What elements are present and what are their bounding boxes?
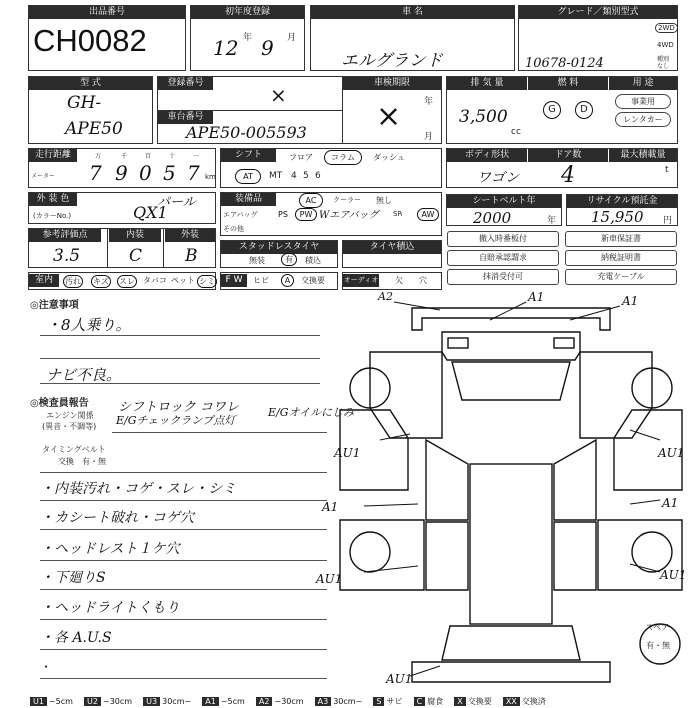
report-rule-7 — [40, 678, 327, 679]
inspector-title: ◎検査員報告 — [30, 398, 89, 409]
mileage-unit-1: 万 — [95, 153, 102, 160]
interior-val-2: キズ — [93, 277, 109, 286]
mileage-digit-1: 7 — [89, 161, 102, 185]
inspection-year-unit: 年 — [424, 97, 434, 107]
equip-aw: AW — [417, 208, 439, 221]
reg-number-value: × — [270, 83, 287, 107]
drive-2wd: 2WD — [655, 23, 678, 33]
headlamp-right — [554, 338, 574, 348]
exterior-grade-value: B — [185, 246, 198, 266]
rear-body — [442, 626, 580, 660]
first-reg-year-unit: 年 — [243, 33, 253, 43]
mark-line-a1-left-mid — [364, 504, 418, 506]
equip-ps: PS — [273, 208, 293, 221]
doc-3: 自賠承認謂求 — [447, 250, 559, 266]
equip-pw: PW — [295, 208, 317, 221]
equip-airbag: エアバッグ — [223, 211, 258, 219]
notes-title: ◎注意事項 — [30, 300, 79, 311]
trans-4: 4 — [291, 171, 297, 181]
model-box — [28, 76, 153, 144]
report-line-1: ・内装汚れ・コゲ・スレ・シミ — [40, 481, 236, 497]
shift-header: シフト — [221, 149, 276, 162]
interior-grade-value: C — [129, 246, 143, 266]
trans-mt: MT — [269, 171, 283, 181]
mileage-km: km — [205, 173, 216, 181]
first-reg-month-unit: 月 — [287, 33, 297, 43]
grade-header: グレード／類別型式 — [519, 6, 677, 19]
model-prefix: GH- — [67, 93, 102, 113]
equip-ac: AC — [299, 193, 323, 208]
registration-box — [157, 76, 442, 144]
hood — [442, 332, 580, 360]
interior-val-4: タバコ — [143, 276, 167, 285]
report-line-3: ・ヘッドレスト１ケ穴 — [40, 541, 180, 557]
score-div-1 — [107, 229, 108, 267]
report-rule-4 — [40, 589, 327, 590]
mark-line-au1-left-rear — [364, 566, 418, 572]
mileage-meter: メーター — [31, 173, 56, 180]
fw-opt-1: ヒビ — [253, 276, 269, 285]
mileage-unit-2: 千 — [121, 153, 128, 160]
recycle-value: 15,950 — [591, 208, 644, 226]
interior-val-3: スレ — [119, 277, 135, 286]
mark-a1-top-right: A1 — [622, 294, 639, 308]
lot-header: 出品番号 — [29, 6, 185, 19]
chassis-topline — [158, 110, 342, 111]
score-box — [28, 228, 216, 268]
inspector-engine-hand-1: シフトロック コワレ — [118, 400, 239, 415]
equipment-header: 装備品 — [221, 193, 276, 206]
shift-box — [220, 148, 442, 188]
fuel-header: 燃 料 — [528, 77, 608, 90]
report-rule-1 — [40, 500, 327, 501]
seatbelt-box — [446, 194, 562, 226]
fw-row-box — [220, 272, 338, 290]
notes-rule-2 — [40, 358, 320, 359]
legend-item: A3 30cm~ — [315, 697, 363, 706]
chassis-value: APE50-005593 — [186, 123, 307, 142]
roof — [470, 464, 552, 624]
model-code: APE50 — [65, 119, 123, 139]
report-rule-6 — [40, 649, 327, 650]
interior-val-6: シミ — [199, 277, 215, 286]
grade-value: 10678-0124 — [525, 56, 604, 71]
drive-4wd: 4WD — [657, 41, 674, 49]
displacement-unit: cc — [511, 127, 521, 137]
legend-item: U2 ~30cm — [84, 697, 132, 706]
mark-a1-right-mid: A1 — [662, 496, 679, 510]
trans-at: AT — [235, 169, 261, 184]
displacement-header: 排 気 量 — [447, 77, 527, 90]
doors-value: 4 — [561, 163, 575, 188]
car-name-header: 車 名 — [311, 6, 514, 19]
legend-bar — [30, 689, 698, 706]
legend-item: C 腐食 — [414, 696, 444, 707]
equip-cooler: クーラー — [333, 196, 361, 204]
seatbelt-value: 2000 — [473, 209, 512, 227]
legend-item: U3 30cm~ — [143, 697, 191, 706]
wheel-rear-left — [350, 532, 390, 572]
interior-row-box — [28, 272, 216, 290]
mark-line-au1-left-front — [380, 434, 410, 440]
recycle-box — [566, 194, 678, 226]
fw-opt-3: 交換要 — [301, 276, 325, 285]
car-name-box — [310, 5, 515, 71]
equip-none: 無し — [376, 196, 392, 205]
capacity-unit: t — [665, 165, 669, 175]
use-business: 事業用 — [615, 94, 671, 109]
doc-2: 新車保証書 — [565, 231, 677, 247]
seatbelt-unit: 年 — [547, 216, 557, 226]
use-rental: レンタカー — [615, 112, 671, 127]
doc-5: 抹消受付可 — [447, 269, 559, 285]
rear-quarter-left — [340, 520, 424, 590]
equip-airbag-hand: Wエアバッグ — [319, 210, 379, 221]
mileage-unit-4: 十 — [169, 153, 176, 160]
report-line-2: ・カシート破れ・コゲ穴 — [40, 510, 194, 526]
notes-line-2: ナビ不良。 — [46, 366, 122, 384]
studless-box — [220, 240, 338, 268]
interior-row-header: 室内 — [29, 274, 59, 287]
audio-opt-1: 欠 — [395, 276, 403, 285]
exterior-color-no: QX1 — [133, 203, 168, 222]
first-reg-year: 12 — [213, 36, 239, 60]
tire-load-header: タイヤ積込 — [343, 241, 441, 254]
interior-val-5: ペット — [171, 276, 195, 285]
engine-box — [446, 76, 678, 144]
doc-1: 撤入時番板付 — [447, 231, 559, 247]
exterior-color-box — [28, 192, 216, 224]
inspector-timing-sub: 交換 有・無 — [58, 457, 106, 466]
mileage-digit-3: 0 — [139, 161, 152, 185]
headlamp-left — [448, 338, 468, 348]
spare-label: スペア — [645, 623, 669, 632]
inspection-month-unit: 月 — [424, 132, 434, 142]
notes-rule-1 — [40, 335, 320, 336]
mark-au1-left-rear: AU1 — [316, 572, 343, 586]
inspection-value: × — [376, 99, 402, 134]
mileage-digit-2: 9 — [115, 161, 128, 185]
first-reg-month: 9 — [261, 36, 274, 60]
shift-floor: フロア — [283, 150, 319, 165]
recycle-header: リサイクル預託金 — [567, 195, 677, 208]
doc-6: 充電ケーブル — [565, 269, 677, 285]
inspector-engine-hand-2: E/Gチェックランプ点灯 — [116, 414, 236, 427]
spare-value: 有・無 — [646, 641, 670, 650]
exterior-header: 外 装 色 — [29, 193, 77, 206]
fuel-g: G — [543, 101, 561, 119]
interior-grade-header: 内装 — [109, 229, 161, 242]
studless-option-1: 無装 — [249, 256, 265, 265]
trans-5: 5 — [303, 171, 309, 181]
mileage-digit-4: 5 — [163, 161, 176, 185]
mark-line-a2 — [394, 302, 440, 310]
grade-box — [518, 5, 678, 71]
mark-au1-right-rear: AU1 — [660, 568, 687, 582]
inspector-rule-1 — [112, 432, 327, 433]
score-value: 3.5 — [53, 246, 81, 266]
mark-a2-top: A2 — [378, 290, 393, 303]
fw-header: F W — [221, 274, 247, 287]
report-line-5: ・ヘッドライトくもり — [40, 600, 180, 616]
mark-a1-top-left: A1 — [528, 290, 545, 304]
body-type-header: ボディ形状 — [447, 149, 527, 162]
shift-dash: ダッシュ — [367, 150, 411, 165]
report-line-4: ・下廻りS — [40, 570, 106, 586]
legend-item: X 交換要 — [454, 696, 491, 707]
mark-line-au1-rear — [410, 666, 440, 676]
studless-option-3: 積込 — [305, 256, 321, 265]
inspector-engine-label: エンジン関係 — [46, 411, 94, 420]
doc-4: 納税証明書 — [565, 250, 677, 266]
mark-au1-right-front: AU1 — [658, 446, 685, 460]
doors-header: ドア数 — [528, 149, 608, 162]
rear-bumper — [412, 662, 610, 682]
report-rule-5 — [40, 619, 327, 620]
report-rule-3 — [40, 560, 327, 561]
report-line-6: ・各 A.U.S — [40, 630, 112, 646]
mark-line-a1-top-left — [490, 302, 526, 320]
docs-box — [446, 228, 678, 286]
car-name-value: エルグランド — [341, 51, 443, 71]
door-right-rear — [554, 522, 596, 590]
model-header: 型 式 — [29, 77, 152, 90]
fw-opt-2: A — [281, 274, 294, 287]
tire-load-box — [342, 240, 442, 268]
audio-box — [342, 272, 442, 290]
mileage-box — [28, 148, 216, 188]
door-left-front — [426, 440, 468, 520]
door-right-front — [554, 440, 596, 520]
mileage-digit-5: 7 — [187, 161, 200, 185]
fuel-d: D — [575, 101, 593, 119]
chassis-header: 車台番号 — [158, 111, 213, 124]
report-bullet-7: ・ — [40, 660, 53, 674]
score-div-2 — [163, 229, 164, 267]
windshield — [452, 362, 570, 400]
body-right — [580, 352, 652, 438]
first-reg-header: 初年度登録 — [191, 6, 304, 19]
mileage-header: 走行距離 — [29, 149, 77, 162]
shift-column: コラム — [324, 150, 362, 165]
use-header: 用 途 — [609, 77, 677, 90]
inspector-rule-2 — [40, 472, 327, 473]
mileage-unit-5: 一 — [193, 153, 200, 160]
inspector-timing-label: タイミングベルト — [42, 445, 106, 454]
inspector-engine-sub: (異音・不調等) — [42, 422, 97, 431]
mark-line-a1-right-mid — [630, 500, 660, 504]
audio-header: オーディオ — [343, 274, 379, 287]
reg-number-header: 登録番号 — [158, 77, 213, 90]
inspection-header: 車検期限 — [343, 77, 441, 90]
audio-opt-2: 穴 — [419, 276, 427, 285]
drive-other: 種別なし — [657, 56, 670, 70]
capacity-header: 最大積載量 — [609, 149, 677, 162]
notes-line-1: ・8人乗り。 — [46, 316, 131, 334]
front-bumper — [412, 308, 610, 330]
equipment-box — [220, 192, 442, 236]
body-type-value: ワゴン — [477, 170, 519, 186]
body-left — [370, 352, 442, 438]
inspection-divider — [342, 77, 343, 143]
score-header: 参考評価点 — [29, 229, 101, 242]
body-type-box — [446, 148, 678, 188]
studless-option-2: 有 — [281, 253, 297, 266]
studless-header: スタッドレスタイヤ — [221, 241, 337, 254]
mark-au1-left-front: AU1 — [334, 446, 361, 460]
mark-au1-rear: AU1 — [386, 672, 413, 686]
lot-id: CH0082 — [33, 23, 147, 58]
equip-other: その他 — [223, 225, 244, 233]
legend-item: S サビ — [373, 696, 402, 707]
seatbelt-header: シートベルト年 — [447, 195, 561, 208]
exterior-grade-header: 外装 — [165, 229, 215, 242]
exterior-value-top: パール — [157, 195, 196, 210]
inspector-engine-hand-3: E/Gオイルにじみ — [268, 406, 354, 419]
displacement-value: 3,500 — [459, 107, 508, 127]
exterior-color-no-label: (カラーNo.) — [33, 212, 72, 220]
door-left-rear — [426, 522, 468, 590]
mileage-unit-3: 百 — [145, 153, 152, 160]
legend-item: A1 ~5cm — [202, 697, 245, 706]
legend-item: A2 ~30cm — [256, 697, 304, 706]
interior-val-1: 汚れ — [65, 277, 81, 286]
legend-item: XX 交換済 — [503, 696, 546, 707]
equip-sr: SR — [393, 210, 403, 218]
trans-6: 6 — [315, 171, 321, 181]
first-registration-box — [190, 5, 305, 71]
legend-item: U1 ~5cm — [30, 697, 73, 706]
lot-box — [28, 5, 186, 71]
recycle-unit: 円 — [663, 216, 673, 226]
mark-a1-left-mid: A1 — [322, 500, 339, 514]
report-rule-2 — [40, 529, 327, 530]
